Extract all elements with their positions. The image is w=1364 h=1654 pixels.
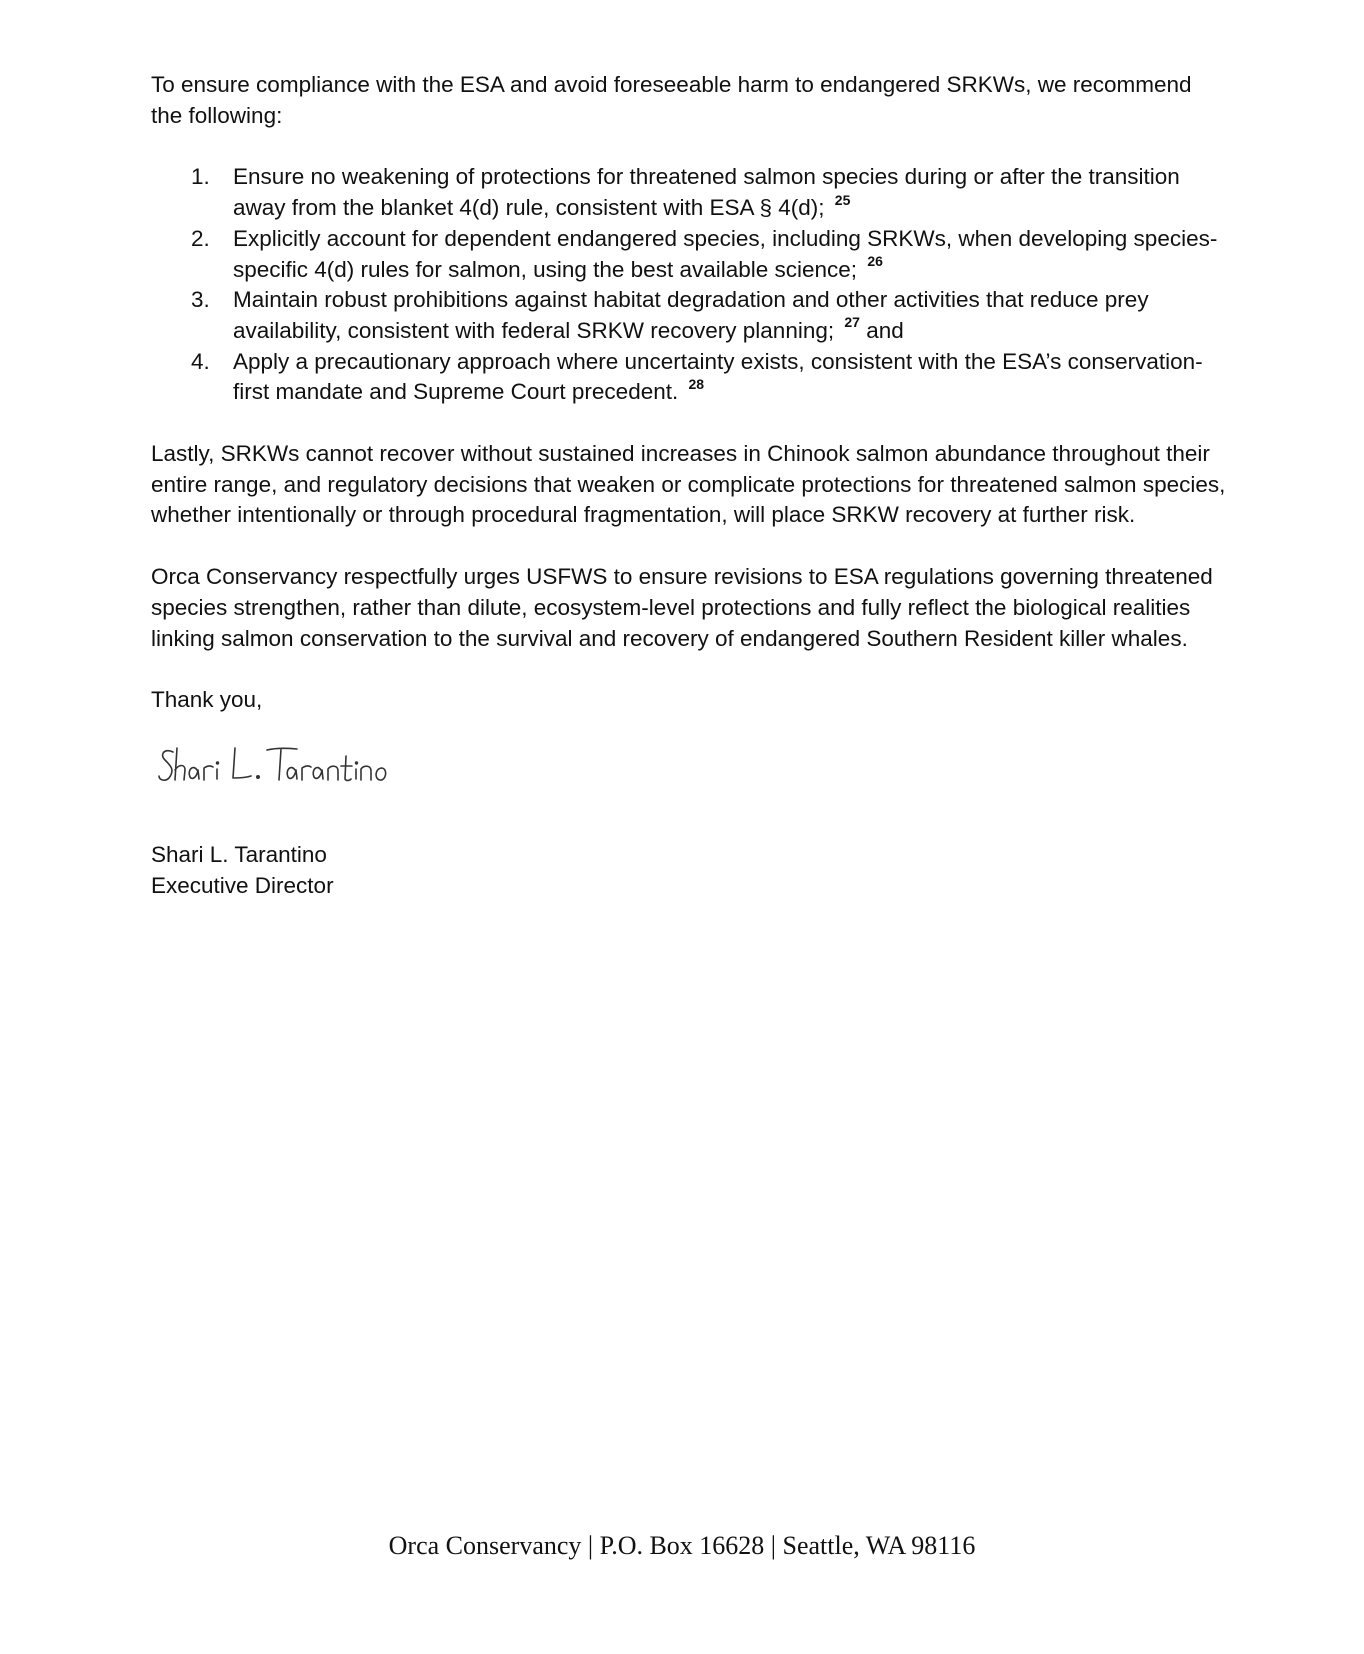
signer-title: Executive Director xyxy=(151,872,334,898)
footnote-ref: 26 xyxy=(867,253,883,270)
footnote-ref: 25 xyxy=(834,191,851,208)
intro-paragraph: To ensure compliance with the ESA and avoid foreseeable harm to endangered SRKWs, we recommend the following: xyxy=(151,72,1192,128)
list-item-number: 2. xyxy=(191,225,210,251)
urge-paragraph: Orca Conservancy respectfully urges USFWS to ensure revisions to ESA regulations governing threatened species strengthen, rather than dilute, ecosystem-level protections and fully reflect the biological realities linking salmon conservation to the survival and recovery of endangered Southern Resident killer whales. xyxy=(151,564,1213,651)
signer-name: Shari L. Tarantino xyxy=(151,841,327,867)
lastly-paragraph: Lastly, SRKWs cannot recover without sustained increases in Chinook salmon abundance throughout their entire range, and regulatory decisions that weaken or complicate protections for threatened salmon species, whether intentionally or through procedural fragmentation, will place SRKW recovery at further risk. xyxy=(151,441,1226,528)
list-item-text: Ensure no weakening of protections for threatened salmon species during or after the transition away from the blanket 4(d) rule, consistent with ESA § 4(d); xyxy=(233,164,1180,221)
signature-image xyxy=(155,736,1226,806)
list-item xyxy=(151,162,1226,223)
page-footer: Orca Conservancy | P.O. Box 16628 | Seattle, WA 98116 xyxy=(388,1531,976,1560)
list-item-suffix: and xyxy=(859,317,904,343)
list-item xyxy=(151,347,1226,408)
list-item-text: Apply a precautionary approach where uncertainty exists, consistent with the ESA’s conservation-first mandate and Supreme Court precedent. xyxy=(233,348,1203,405)
closing-line: Thank you, xyxy=(151,687,263,713)
list-item-text: Maintain robust prohibitions against habitat degradation and other activities that reduce prey availability, consistent with federal SRKW recovery planning; xyxy=(233,287,1149,343)
list-item-text: Explicitly account for dependent endangered species, including SRKWs, when developing species-specific 4(d) rules for salmon, using the best available science; xyxy=(233,225,1218,282)
letter-body xyxy=(151,70,1226,901)
footnote-ref: 28 xyxy=(688,375,705,392)
list-item xyxy=(151,224,1226,285)
footnote-ref: 27 xyxy=(844,314,860,331)
recommendations-list xyxy=(151,162,1226,408)
list-item xyxy=(151,285,1226,346)
list-item-number: 3. xyxy=(191,287,210,313)
list-item-number: 4. xyxy=(191,348,210,374)
list-item-number: 1. xyxy=(191,164,210,190)
